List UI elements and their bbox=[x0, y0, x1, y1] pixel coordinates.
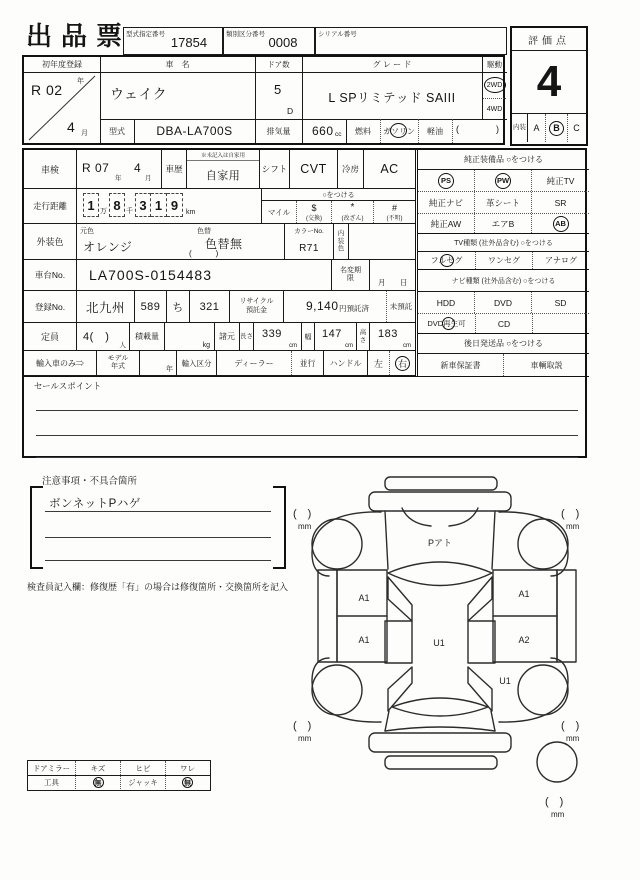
recycle-suffix: 円預託済 bbox=[339, 304, 369, 313]
ship-later-row bbox=[418, 354, 589, 376]
width-value: 147 bbox=[322, 328, 342, 340]
tv-oneseg: ワンセグ bbox=[475, 252, 532, 269]
interior-grade-a: A bbox=[528, 114, 546, 142]
capacity-unit: 人 bbox=[119, 342, 126, 349]
model-label: 型式 bbox=[109, 126, 125, 136]
notes-bracket-left bbox=[30, 486, 43, 569]
page-title: 出品票 bbox=[26, 21, 132, 51]
car-name-label: 車 名 bbox=[165, 60, 190, 69]
equip-tv: 純正TV bbox=[546, 175, 575, 186]
mileage-digit-5: 9 bbox=[167, 193, 183, 217]
recycle-value: 9,140 bbox=[306, 299, 339, 313]
history-value: 自家用 bbox=[205, 169, 241, 182]
equip-navi: 純正ナビ bbox=[418, 192, 475, 213]
diagram-hood-mark: Pアト bbox=[427, 538, 453, 548]
fuel-gasoline-selected: ガソリン bbox=[383, 126, 415, 136]
equipment-row-3 bbox=[418, 214, 589, 234]
tread-paren-rear-right: ( ) bbox=[561, 720, 580, 732]
int-color-label: 内装色 bbox=[334, 224, 349, 259]
rename-month: 月 bbox=[378, 278, 386, 287]
row-registration bbox=[24, 291, 415, 323]
chassis-label: 車台No. bbox=[24, 260, 77, 290]
tread-paren-rear-left: ( ) bbox=[293, 720, 312, 732]
tv-type-row bbox=[418, 252, 589, 270]
fuel-diesel-label: 軽油 bbox=[427, 126, 443, 136]
score-box bbox=[510, 26, 588, 146]
diagram-front-left-door-mark: A1 bbox=[358, 593, 370, 603]
mileage-digit-1: 1 bbox=[83, 193, 99, 217]
mileage-hash-note: (不明) bbox=[386, 215, 403, 222]
length-unit: cm bbox=[289, 343, 297, 349]
serial-box bbox=[315, 27, 507, 55]
ac-label: 冷房 bbox=[338, 150, 364, 188]
equip-ab-selected: AB bbox=[553, 216, 569, 232]
ship-manual: 車輌取説 bbox=[503, 354, 589, 376]
score-label: 評価点 bbox=[512, 28, 586, 51]
tread-paren-spare: ( ) bbox=[545, 796, 564, 808]
reg-label: 登録No. bbox=[24, 291, 77, 322]
handle-label: ハンドル bbox=[324, 351, 368, 375]
first-registration-label: 初年度登録 bbox=[42, 60, 82, 69]
tread-paren-front-left: ( ) bbox=[293, 508, 312, 520]
model-code-value: 17854 bbox=[170, 35, 208, 50]
mileage-mile: マイル bbox=[267, 207, 291, 217]
grade-value: L SPリミテッド SAIII bbox=[328, 91, 456, 105]
serial-label: シリアル番号 bbox=[318, 31, 357, 38]
fuel-paren-open: ( bbox=[456, 124, 459, 134]
history-label: 車歴 bbox=[162, 150, 187, 188]
first-reg-era: R 02 bbox=[31, 82, 63, 98]
color-no-value: R71 bbox=[299, 242, 319, 254]
navi-type-header: ナビ種類 (社外品含む) ○をつける bbox=[418, 270, 589, 292]
equip-ps-selected: PS bbox=[438, 173, 454, 189]
reg-kana: ち bbox=[167, 291, 190, 322]
row-capacity-dims bbox=[24, 323, 415, 351]
class-code-label: 類別区分番号 bbox=[226, 31, 265, 38]
height-unit: cm bbox=[403, 343, 411, 349]
drive-label: 駆動 bbox=[487, 60, 502, 69]
notes-header: 注意事項・不具合箇所 bbox=[42, 476, 138, 487]
width-label: 幅 bbox=[302, 323, 315, 350]
height-label: 高さ bbox=[357, 323, 370, 350]
navi-row-2 bbox=[418, 314, 589, 334]
history-note: ※未記入は自家用 bbox=[187, 150, 259, 161]
displacement-value: 660 bbox=[312, 124, 334, 138]
navi-hdd: HDD bbox=[418, 292, 475, 313]
diagram-center-mark: U1 bbox=[433, 638, 445, 648]
navi-row-1 bbox=[418, 292, 589, 314]
main-table bbox=[22, 148, 587, 458]
ship-warranty: 新車保証書 bbox=[440, 360, 481, 370]
mirror-tool-legend bbox=[27, 760, 211, 791]
legend-break: ワレ bbox=[180, 763, 195, 773]
class-code-box bbox=[223, 27, 315, 55]
shaken-label: 車検 bbox=[24, 150, 77, 188]
handle-left: 左 bbox=[368, 351, 390, 375]
car-name-value: ウェイク bbox=[110, 86, 168, 102]
color-change-paren: ( ) bbox=[189, 249, 219, 258]
sales-point-section bbox=[24, 376, 589, 460]
mileage-asterisk: * bbox=[350, 202, 355, 213]
ship-later-header: 後日発送品 ○をつける bbox=[418, 334, 589, 354]
model-value: DBA-LA700S bbox=[156, 124, 233, 138]
grade-label: グ レ ー ド bbox=[372, 60, 412, 69]
legend-tool: 工具 bbox=[28, 776, 76, 789]
class-code-value: 0008 bbox=[268, 35, 298, 50]
length-label: 長さ bbox=[240, 323, 254, 350]
width-unit: cm bbox=[345, 343, 353, 349]
reg-number: 321 bbox=[190, 291, 230, 322]
reg-class: 589 bbox=[135, 291, 167, 322]
model-code-label: 型式指定番号 bbox=[126, 31, 165, 38]
model-code-box bbox=[123, 27, 223, 55]
shaken-year-suffix: 年 bbox=[115, 175, 122, 182]
doors-label: ドア数 bbox=[267, 60, 290, 69]
import-only-label: 輸入車のみ⇒ bbox=[24, 351, 97, 375]
capacity-label: 定員 bbox=[24, 323, 77, 350]
equip-aw: 純正AW bbox=[418, 214, 475, 233]
first-reg-month-suffix: 月 bbox=[81, 130, 88, 137]
diagram-front-right-door-mark: A1 bbox=[518, 589, 530, 599]
sales-point-label: セールスポイント bbox=[34, 381, 102, 391]
interior-grade-c: C bbox=[573, 123, 580, 133]
model-year-label: モデル年式 bbox=[97, 351, 140, 375]
shift-label: シフト bbox=[260, 150, 290, 188]
navi-cd: CD bbox=[475, 314, 532, 333]
equip-pw-selected: PW bbox=[495, 173, 511, 189]
color-no-label: カラーNo. bbox=[294, 228, 324, 235]
drive-4wd: 4WD bbox=[486, 105, 503, 113]
equip-airbag: エアB bbox=[475, 214, 532, 233]
drive-2wd-selected: 2WD bbox=[484, 77, 506, 93]
tread-mm-spare: mm bbox=[551, 810, 565, 819]
int-color-value-empty bbox=[349, 224, 415, 259]
recycle-none: 未預託 bbox=[389, 302, 413, 311]
mileage-dollar-note: (交換) bbox=[306, 215, 322, 222]
legend-scratch: キズ bbox=[76, 761, 121, 775]
legend-jack: ジャッキ bbox=[121, 776, 166, 789]
tread-mm-front-left: mm bbox=[298, 522, 312, 531]
mileage-hash: # bbox=[391, 202, 397, 213]
tv-analog: アナログ bbox=[532, 252, 589, 269]
import-class-label: 輸入区分 bbox=[177, 351, 217, 375]
orig-color-label: 元色 bbox=[80, 228, 94, 235]
mileage-digit-4: 1 bbox=[151, 193, 167, 217]
ext-color-label: 外装色 bbox=[24, 224, 77, 259]
notes-line-1: ボンネットPハゲ bbox=[49, 498, 141, 510]
load-unit: kg bbox=[202, 342, 210, 349]
row-ext-color bbox=[24, 224, 415, 260]
mileage-label: 走行距離 bbox=[24, 189, 77, 223]
equip-leather: 革シート bbox=[475, 192, 532, 213]
row-shaken bbox=[24, 150, 415, 189]
chassis-value: LA700S-0154483 bbox=[77, 260, 332, 290]
tv-type-header: TV種類 (社外品含む) ○をつける bbox=[418, 234, 589, 252]
diagram-rear-left-door-mark: A1 bbox=[358, 635, 370, 645]
shaken-era: R 07 bbox=[82, 161, 110, 175]
diagram-rear-right-door-mark: A2 bbox=[518, 635, 530, 645]
mileage-digit-3: 3 bbox=[135, 193, 151, 217]
tread-mm-rear-right: mm bbox=[566, 734, 580, 743]
legend-break-none-mark: 無 bbox=[182, 777, 193, 788]
color-change-value: 色替無 bbox=[205, 237, 243, 251]
inspector-note: 検査員記入欄：修復歴「有」の場合は修復箇所・交換箇所を記入 bbox=[27, 582, 289, 592]
recycle-label: リサイクル預託金 bbox=[230, 291, 284, 322]
equip-sr: SR bbox=[554, 197, 567, 208]
shift-value: CVT bbox=[290, 150, 338, 188]
fuel-label: 燃料 bbox=[355, 126, 371, 136]
row-import bbox=[24, 351, 415, 376]
equipment-row-2 bbox=[418, 192, 589, 214]
import-parallel: 並行 bbox=[292, 351, 324, 375]
first-reg-year-suffix: 年 bbox=[77, 78, 84, 85]
load-label: 積載量 bbox=[130, 323, 165, 350]
navi-dvd-play-selected: DVD再生可 bbox=[427, 319, 466, 328]
row-mileage bbox=[24, 189, 415, 224]
tread-mm-front-right: mm bbox=[566, 522, 580, 531]
mileage-sen: 千 bbox=[126, 208, 133, 215]
orig-color-value: オレンジ bbox=[83, 240, 133, 254]
row-chassis bbox=[24, 260, 415, 291]
import-dealer: ディーラー bbox=[217, 351, 292, 375]
equipment-row-1 bbox=[418, 170, 589, 192]
color-change-label: 色替 bbox=[197, 228, 211, 235]
ac-value: AC bbox=[380, 162, 399, 176]
doors-value: 5 bbox=[274, 82, 282, 97]
dims-label: 諸元 bbox=[215, 323, 240, 350]
first-reg-month: 4 bbox=[67, 119, 76, 135]
height-value: 183 bbox=[378, 328, 398, 340]
legend-scratch-none-mark: 無 bbox=[93, 777, 104, 788]
handle-right-selected: 右 bbox=[395, 356, 410, 371]
length-value: 339 bbox=[262, 328, 282, 340]
tv-fullseg-selected: フルセグ bbox=[430, 256, 463, 265]
score-value: 4 bbox=[536, 57, 562, 106]
mileage-dollar: $ bbox=[311, 202, 317, 213]
mileage-km: km bbox=[186, 209, 196, 216]
reg-area: 北九州 bbox=[77, 291, 135, 322]
car-damage-diagram bbox=[285, 465, 595, 825]
rename-deadline-label: 名変期限 bbox=[332, 260, 370, 290]
fuel-paren-close: ) bbox=[496, 124, 499, 134]
interior-grade-b-selected: B bbox=[549, 121, 564, 136]
shaken-month-suffix: 月 bbox=[145, 175, 152, 182]
mileage-asterisk-note: (改ざん) bbox=[341, 216, 364, 222]
equipment-header: 純正装備品 ○をつける bbox=[418, 150, 589, 170]
capacity-value: 4( ) bbox=[83, 331, 110, 343]
mileage-man: 万 bbox=[100, 208, 107, 215]
rename-day: 日 bbox=[400, 278, 408, 287]
vehicle-header-table bbox=[22, 55, 505, 145]
navi-dvd: DVD bbox=[475, 292, 532, 313]
shaken-month: 4 bbox=[134, 161, 142, 175]
displacement-label: 排気量 bbox=[266, 126, 291, 136]
legend-crack: ヒビ bbox=[121, 761, 166, 775]
tread-mm-rear-left: mm bbox=[298, 734, 312, 743]
displacement-unit: cc bbox=[335, 131, 342, 138]
model-year-unit: 年 bbox=[166, 366, 173, 373]
fuel-gasoline-circle bbox=[390, 123, 407, 138]
interior-grade-label: 内装 bbox=[512, 114, 528, 142]
legend-door-mirror: ドアミラー bbox=[28, 761, 76, 775]
navi-sd: SD bbox=[554, 297, 567, 308]
doors-d: D bbox=[287, 106, 294, 116]
diagram-right-quarter-mark: U1 bbox=[499, 676, 511, 686]
mileage-mark-header: ○をつける bbox=[262, 189, 415, 201]
tread-paren-front-right: ( ) bbox=[561, 508, 580, 520]
mileage-digit-2: 8 bbox=[109, 193, 125, 217]
